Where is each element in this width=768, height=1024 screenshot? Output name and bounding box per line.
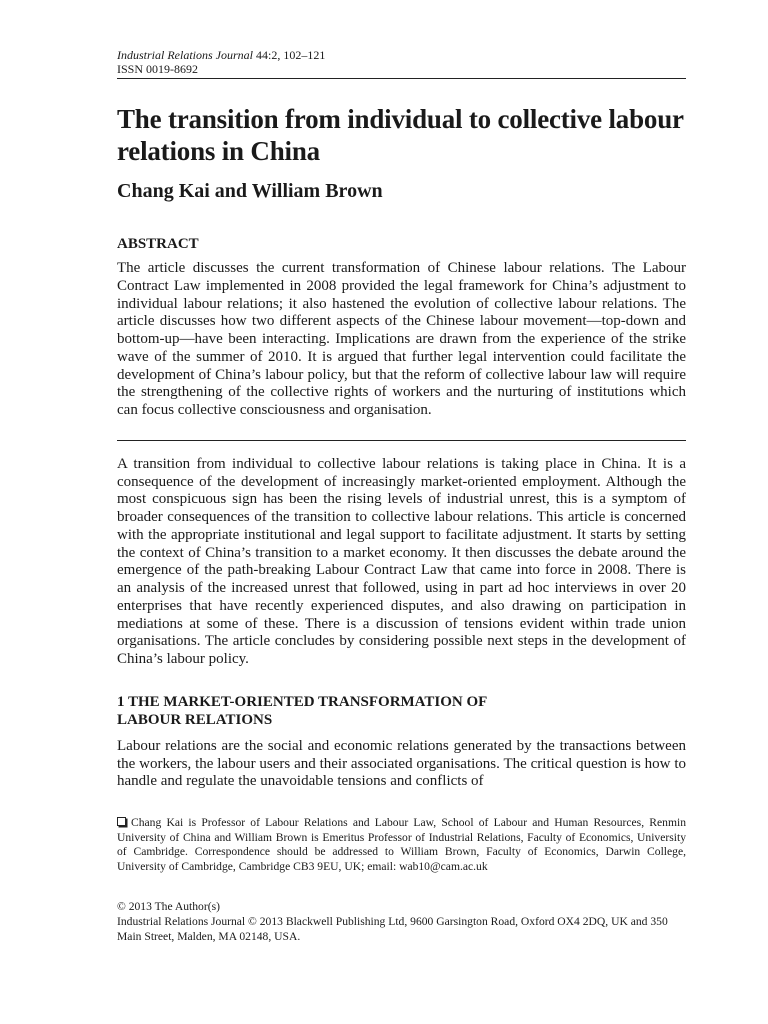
article-authors: Chang Kai and William Brown (117, 180, 383, 202)
copyright-author: © 2013 The Author(s) (117, 900, 220, 913)
abstract-text: The article discusses the current transformation of Chinese labour relations. The Labour Contract Law implemented in 2008 provided the legal framework for China’s adjustment to individual labour relations; it also hastened the evolution of collective labour relations. The article discusses how two different aspects of the Chinese labour movement—top-down and bottom-up—have been interacting. Implications are drawn from the experience of the strike wave of the summer of 2010. It is argued that further legal intervention could facilitate the development of China’s labour policy, but that the reform of collective labour law will require the strengthening of the collective rights of workers and the nurturing of institutions which can focus collective consciousness and organisation. (117, 260, 686, 418)
author-footnote (117, 816, 686, 874)
author-footnote-text: Chang Kai is Professor of Labour Relations and Labour Law, School of Labour and Human Resources, Renmin University of China and William Brown is Emeritus Professor of Industrial Relations, Faculty of Economics, University of Cambridge. Correspondence should be addressed to William Brown, Faculty of Economics, Darwin College, University of Cambridge, Cambridge CB3 9EU, UK; email: wab10@cam.ac.uk (117, 816, 686, 873)
journal-header (117, 48, 686, 76)
journal-name: Industrial Relations Journal (117, 48, 253, 62)
article-title: The transition from individual to collective labour relations in China (117, 104, 684, 166)
intro-paragraph: A transition from individual to collective labour relations is taking place in China. It is a consequence of the development of increasingly market-oriented employment. Although the most conspicuous sign has been the rising levels of industrial unrest, this is a symptom of broader consequences of the transition to collective labour relations. This article is concerned with the appropriate institutional and legal support to facilitate adjustment. It starts by setting the context of China’s transition to a market economy. It then discusses the debate around the emergence of the path-breaking Labour Contract Law that came into force in 2008. There is an analysis of the increased unrest that followed, using in part ad hoc interviews in over 20 enterprises that have recently experienced disputes, and also drawing on participation in mediations at some of these. There is a discussion of tensions evident within trade union organisations. The article concludes by considering possible next steps in the development of China’s labour policy. (117, 455, 686, 667)
article-page (117, 48, 686, 944)
section-1-paragraph: Labour relations are the social and economic relations generated by the transactions between the workers, the labour users and their associated organisations. The critical question is how to handle and regulate the unavoidable tensions and conflicts of (117, 737, 686, 790)
header-rule (117, 78, 686, 79)
abstract-heading: ABSTRACT (117, 236, 199, 252)
abstract-rule (117, 440, 686, 441)
journal-issn: ISSN 0019-8692 (117, 62, 199, 76)
section-1-heading: 1 THE MARKET-ORIENTED TRANSFORMATION OF LABOUR RELATIONS (117, 693, 487, 728)
copyright-block (117, 899, 686, 944)
copyright-publisher: Industrial Relations Journal © 2013 Blackwell Publishing Ltd, 9600 Garsington Road, Oxford OX4 2DQ, UK and 350 Main Street, Malden, MA 02148, USA. (117, 915, 668, 943)
journal-volume-pages: 44:2, 102–121 (253, 48, 326, 62)
journal-citation (117, 48, 686, 62)
box-icon (117, 817, 126, 826)
